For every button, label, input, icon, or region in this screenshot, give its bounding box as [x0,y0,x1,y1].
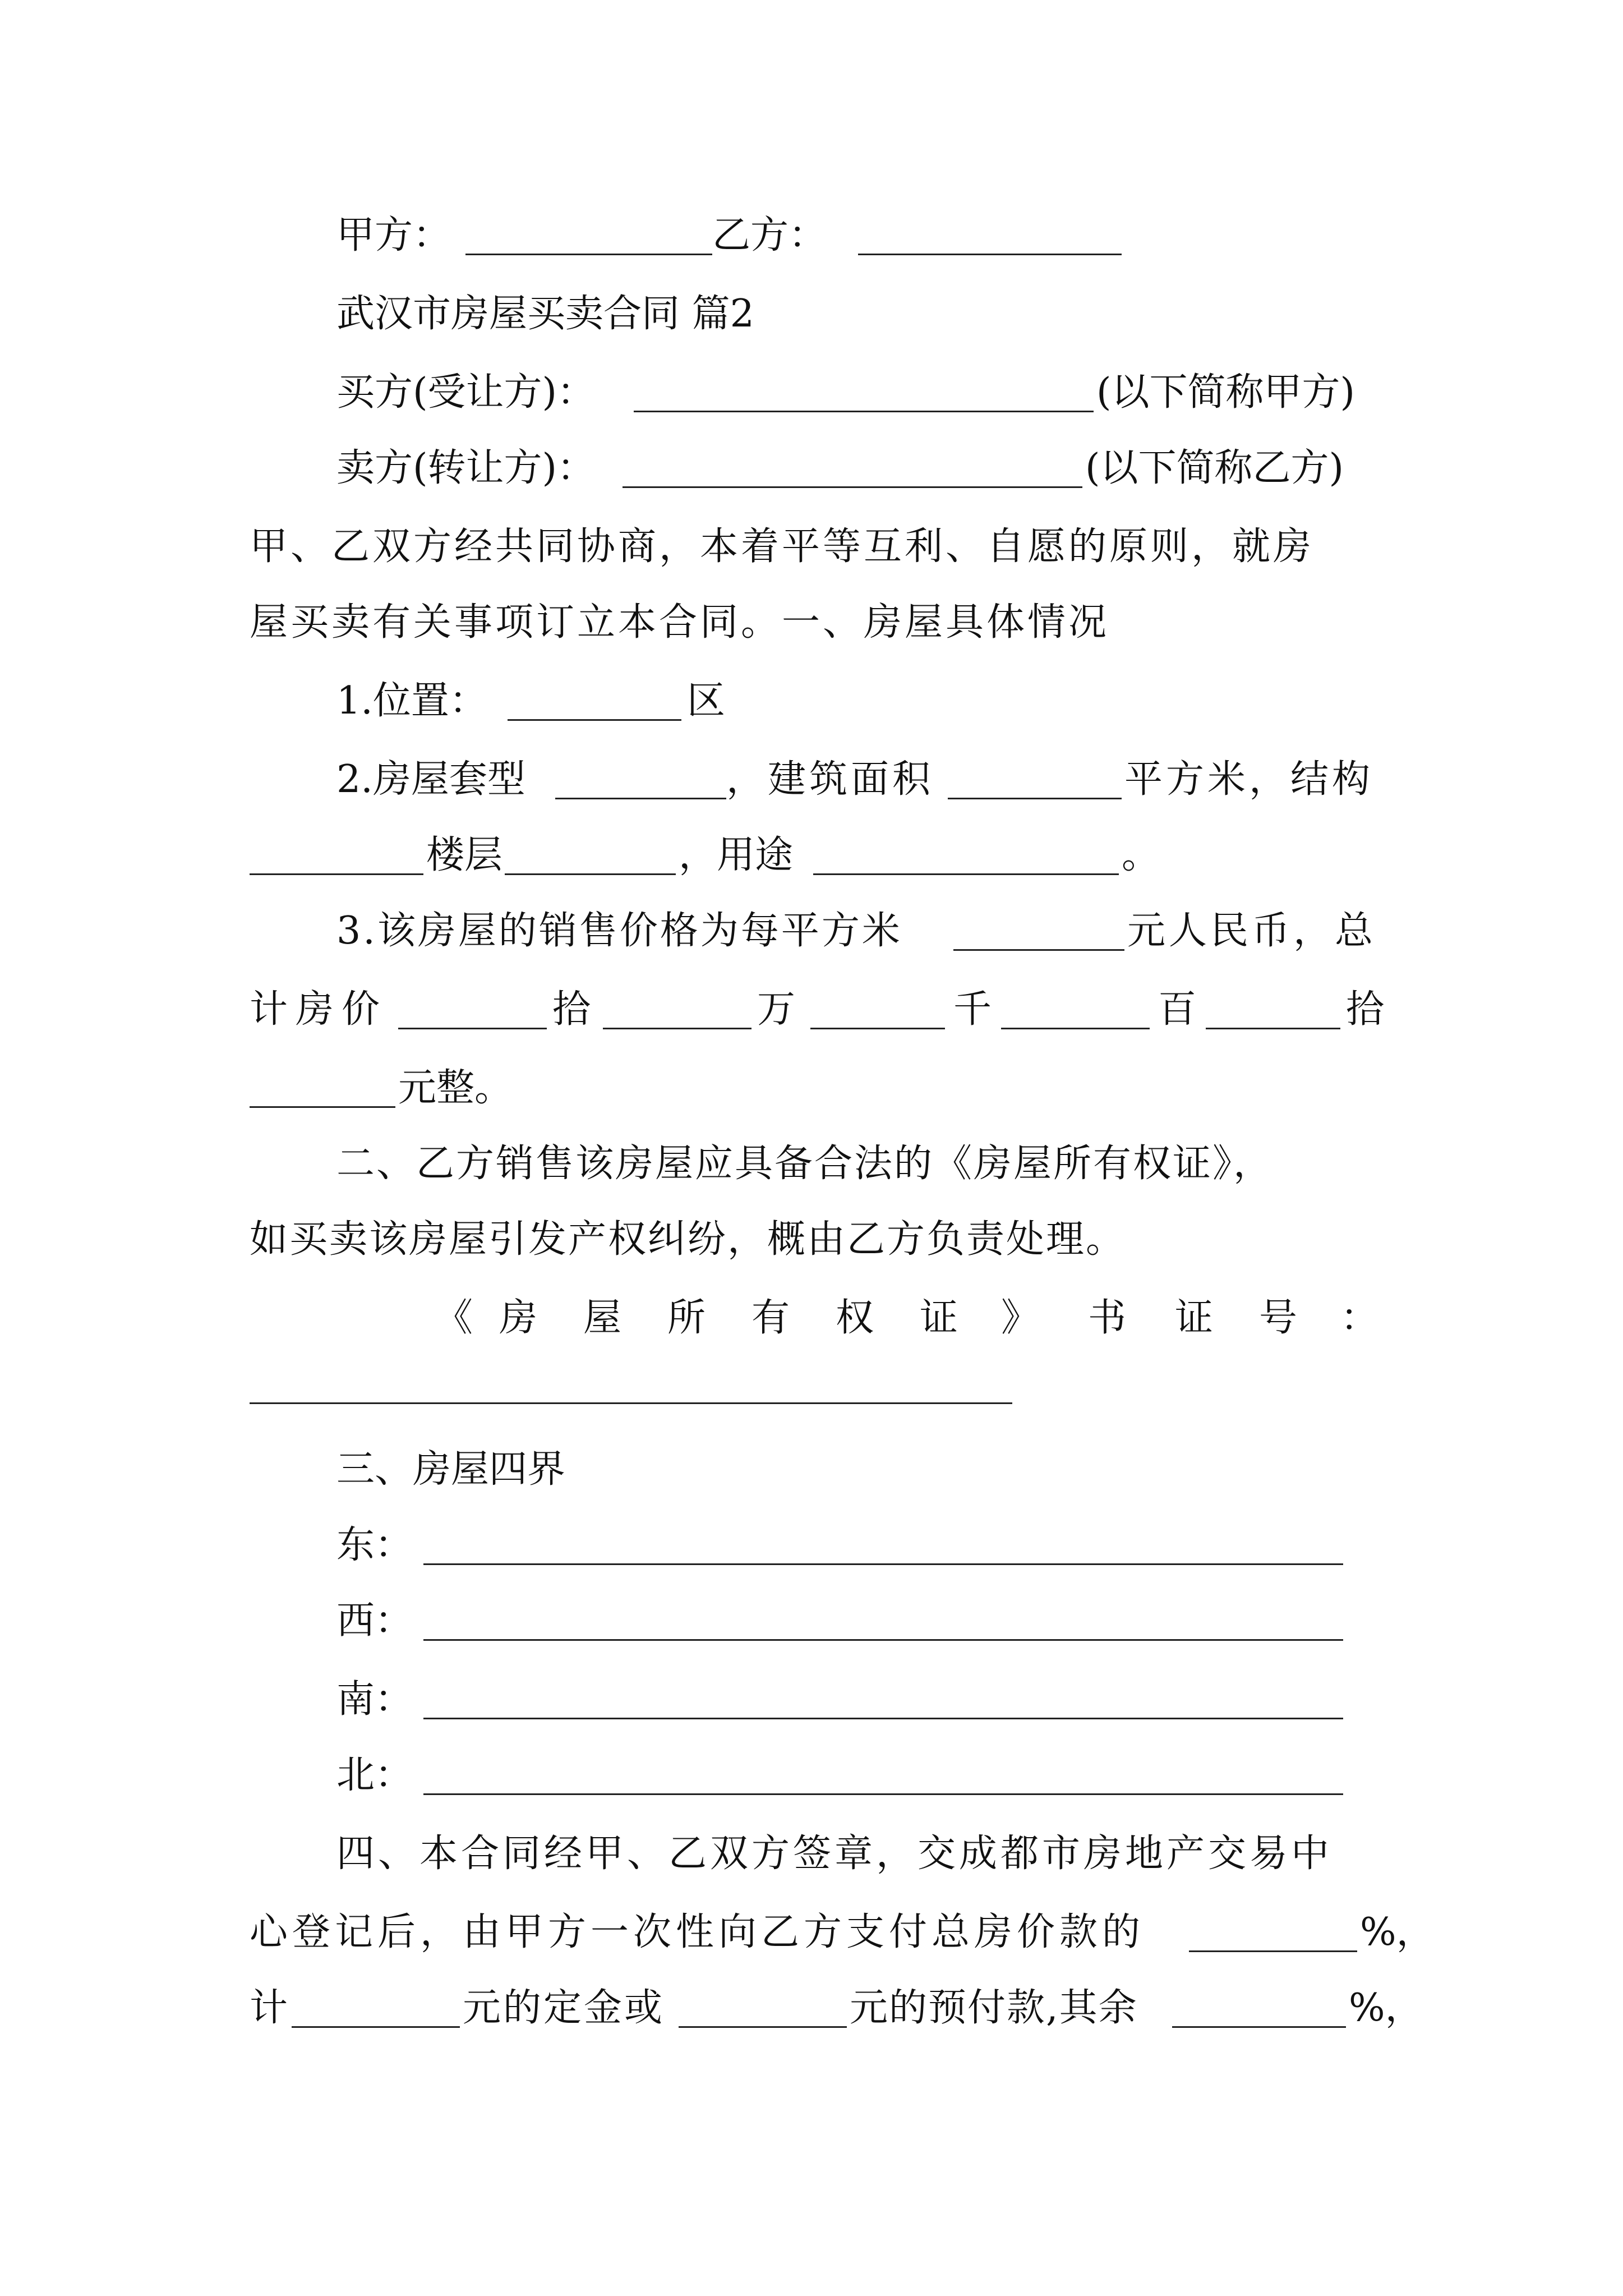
north-blank [423,1793,1343,1795]
north-line: 北： [0,1742,1623,1809]
buyer-blank [634,411,1094,412]
floor-line: 楼层 ，用途 。 [0,822,1623,889]
party-a-label: 甲方： [336,213,451,257]
certificate-number-blank [250,1402,1012,1404]
house-type-blank [555,798,726,799]
east-blank [423,1563,1343,1565]
west-line: 西： [0,1588,1623,1655]
west-blank [423,1639,1343,1641]
buyer-suffix: (以下简称甲方) [1096,370,1355,415]
party-b-label: 乙方： [712,213,827,257]
south-blank [423,1718,1343,1719]
south-line: 南： [0,1666,1623,1733]
buyer-line [0,359,1623,426]
total-price-line: 计房价 拾 万 千 百 拾 [250,987,1385,1032]
yuan-line: 元整。 [0,1055,1623,1122]
location-blank [508,719,681,721]
party-b-blank [858,254,1122,255]
seller-line [0,435,1623,502]
remaining-percent-blank [1172,2026,1346,2028]
party-a-blank [465,254,712,255]
floor-blank [505,873,676,875]
location-line [0,668,1623,735]
contract-title: 武汉市房屋买卖合同 篇2 [336,292,754,336]
section-4-line-3: 计 元的定金或 元的预付款,其余 %， [250,1986,1423,2030]
unit-price-blank [953,949,1124,951]
section-2-line-2: 如买卖该房屋引发产权纠纷，概由乙方负责处理。 [250,1217,1126,1262]
area-blank [948,798,1122,799]
seller-blank [623,486,1082,488]
location-label: 1.位置： [336,679,487,723]
section-4-line-2: 心登记后，由甲方一次性向乙方支付总房价款的 %， [250,1910,1435,1954]
use-blank [813,873,1119,875]
section-2-line-1: 二、乙方销售该房屋应具备合法的《房屋所有权证》， [336,1142,1274,1186]
intro-line-2: 屋买卖有关事项订立本合同。一、房屋具体情况 [250,600,1110,645]
intro-line-1: 甲、乙双方经共同协商，本着平等互利、自愿的原则，就房 [250,524,1315,569]
signature-line [0,202,1623,269]
seller-suffix: (以下简称乙方) [1085,446,1344,490]
buyer-label: 买方(受让方)： [336,370,596,415]
section-3-heading: 三、房屋四界 [336,1447,566,1492]
structure-blank [250,873,423,875]
deposit-blank [292,2026,460,2028]
certificate-number-line: 《 房 屋 所 有 权 证 》 书 证 号 ： [435,1296,1379,1340]
house-type-line: 2.房屋套型 ，建筑面积 平方米，结构 [336,757,1374,802]
seller-label: 卖方(转让方)： [336,446,596,490]
prepayment-blank [679,2026,847,2028]
location-suffix: 区 [687,679,726,723]
price-line: 3.该房屋的销售价格为每平方米 元人民币，总 [336,909,1377,953]
section-4-line-1: 四、本合同经甲、乙双方签章，交成都市房地产交易中 [336,1832,1333,1876]
east-line: 东： [0,1512,1623,1579]
percent-blank [1189,1950,1357,1952]
